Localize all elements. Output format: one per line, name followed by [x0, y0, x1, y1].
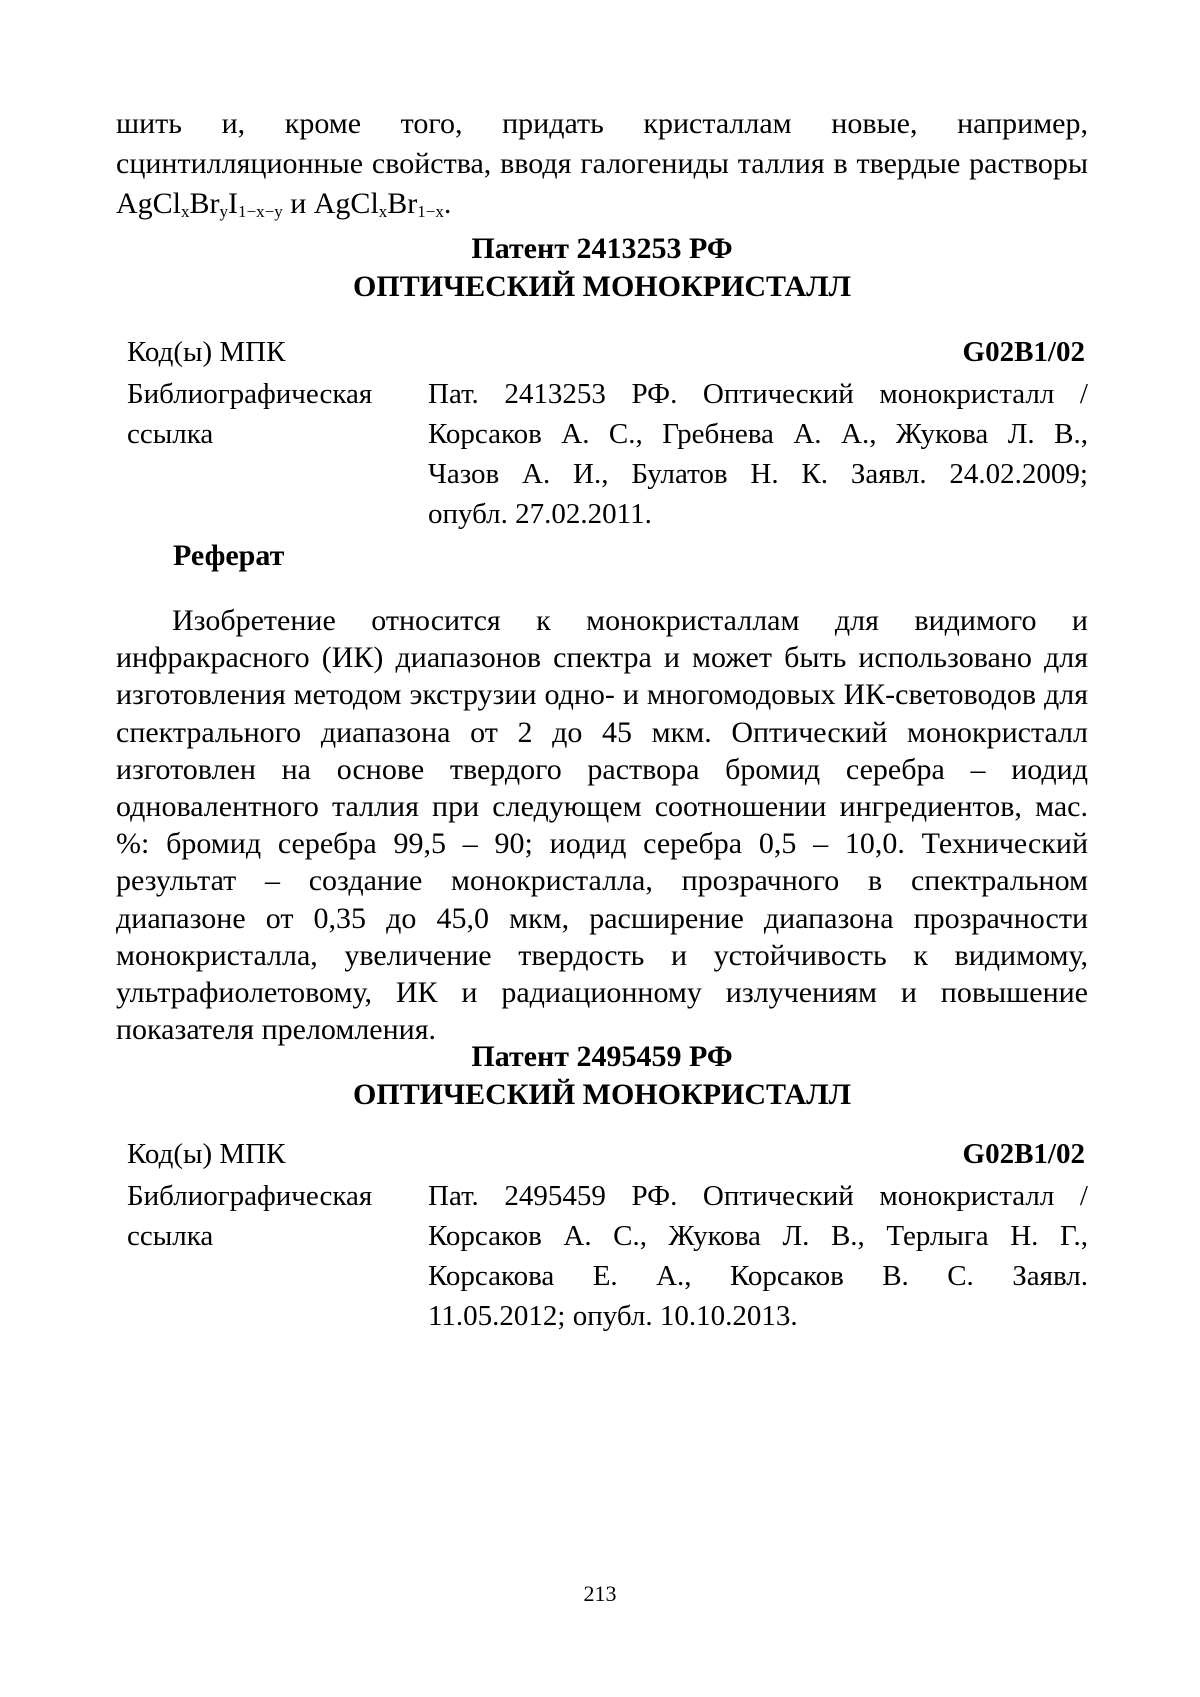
ipc-label: Код(ы) МПК	[127, 336, 286, 368]
patent-2-title: ОПТИЧЕСКИЙ МОНОКРИСТАЛЛ	[353, 1078, 851, 1111]
ipc-code: G02B1/02	[962, 336, 1085, 368]
abstract-heading: Реферат	[173, 539, 285, 572]
patent-2-number: Патент 2495459 РФ	[471, 1040, 733, 1073]
ipc-label: Код(ы) МПК	[127, 1138, 286, 1170]
bibliography-citation: Пат. 2413253 РФ. Оптический монокристалл / Корсаков А. С., Гребнева А. А., Жукова Л. В., Чазов А. И., Булатов Н. К. Заявл. 24.02.2009; опубл. 27.02.2011.	[428, 378, 1088, 530]
formula-agclxbryi: $AgCl_xBr_yI_{1-x-y}$	[116, 187, 283, 221]
patent-1-ipc-row	[127, 332, 1085, 372]
bibliography-label: Библиографическая ссылка	[127, 378, 373, 450]
patent-1-number: Патент 2413253 РФ	[471, 232, 733, 265]
bibliography-label: Библиографическая ссылка	[127, 1180, 373, 1252]
patent-1-heading	[116, 230, 1088, 306]
page-number: 213	[583, 1581, 617, 1606]
patent-2-heading	[116, 1038, 1088, 1114]
bibliography-citation: Пат. 2495459 РФ. Оптический монокристалл / Корсаков А. С., Жукова Л. В., Терлыга Н. Г., Корсакова Е. А., Корсаков В. С. Заявл. 11.05.2012; опубл. 10.10.2013.	[428, 1180, 1088, 1332]
patent-1-title: ОПТИЧЕСКИЙ МОНОКРИСТАЛЛ	[353, 270, 851, 303]
abstract-text: Изобретение относится к монокристаллам для видимого и инфракрасного (ИК) диапазонов спектра и может быть использовано для изготовления методом экструзии одно- и многомодовых ИК-световодов для спектрального диапазона от 2 до 45 мкм. Оптический монокристалл изготовлен на основе твердого раствора бромид серебра – иодид одновалентного таллия при следующем соотношении ингредиентов, мас. %: бромид серебра 99,5 – 90; иодид серебра 0,5 – 10,0. Технический результат – создание монокристалла, прозрачного в спектральном диапазоне от 0,35 до 45,0 мкм, расширение диапазона прозрачности монокристалла, увеличение твердость и устойчивость к видимому, ультрафиолетовому, ИК и радиационному излучениям и повышение показателя преломления.	[116, 604, 1088, 1047]
formula-agclxbr: $AgCl_xBr_{1-x}$	[313, 187, 444, 221]
patent-2-ipc-row	[127, 1134, 1085, 1174]
ipc-code: G02B1/02	[962, 1138, 1085, 1170]
intro-paragraph: шить и, кроме того, придать кристаллам новые, например, сцинтилляционные свойства, вводя галогениды таллия в твердые растворы $AgCl_xBr_yI_{1-x-y}$ и $AgCl_xBr_{1-x}$.	[116, 107, 1088, 221]
